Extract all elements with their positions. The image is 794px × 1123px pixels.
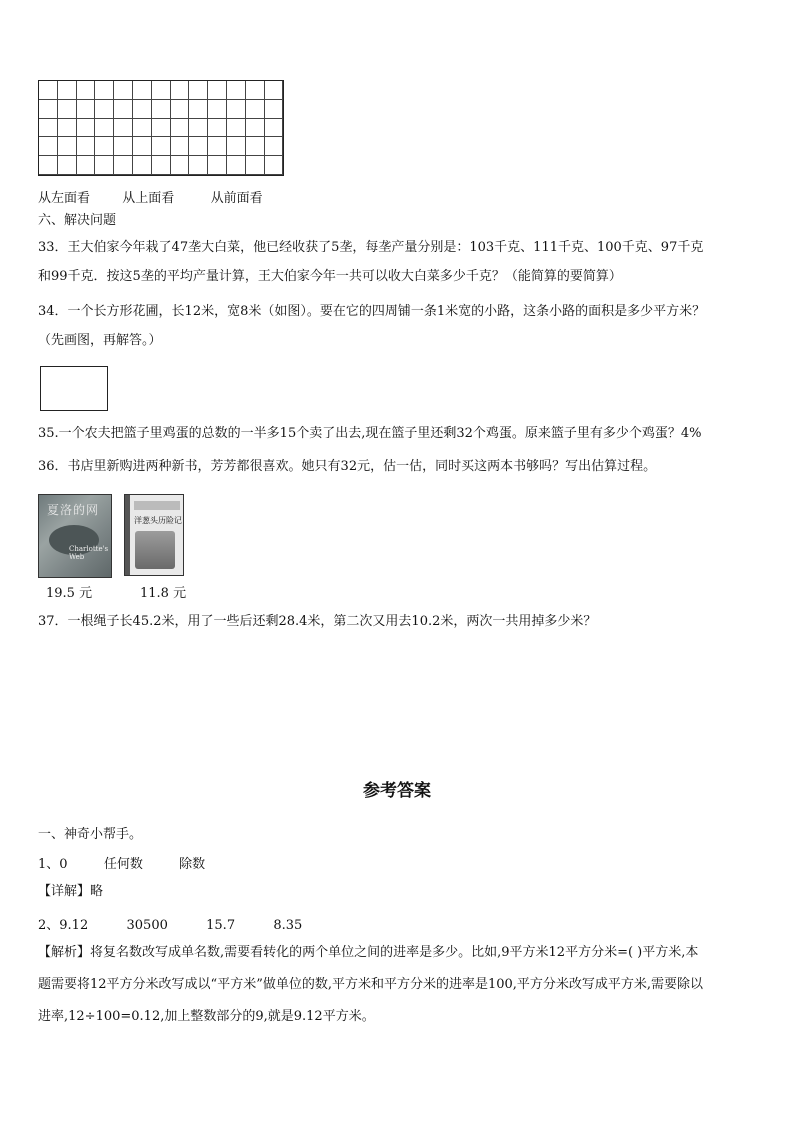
grid-cell xyxy=(77,81,96,100)
grid-cell xyxy=(246,119,265,138)
grid-cell xyxy=(189,137,208,156)
grid-cell xyxy=(208,156,227,175)
grid-cell xyxy=(77,119,96,138)
graph-paper-grid xyxy=(38,80,284,176)
grid-cell xyxy=(39,100,58,119)
answer-1-detail: 【详解】略 xyxy=(38,884,104,899)
question-34-line-2: （先画图，再解答。） xyxy=(38,333,162,348)
answer-title: 参考答案 xyxy=(363,781,431,801)
grid-cell xyxy=(58,119,77,138)
view-labels xyxy=(38,187,263,206)
grid-cell xyxy=(208,81,227,100)
garden-rectangle-figure xyxy=(40,366,108,411)
book-cover-onion xyxy=(124,494,184,576)
grid-cell xyxy=(114,119,133,138)
grid-cell xyxy=(189,119,208,138)
view-label-front: 从前面看 xyxy=(210,191,263,206)
grid-cell xyxy=(265,100,284,119)
grid-cell xyxy=(39,137,58,156)
section-heading-solve: 六、解决问题 xyxy=(38,213,117,228)
grid-cell xyxy=(114,100,133,119)
question-34-line-1: 34．一个长方形花圃，长12米，宽8米（如图）。要在它的四周铺一条1米宽的小路，这条小路的面积是多少平方米？ xyxy=(38,304,706,319)
grid-cell xyxy=(171,100,190,119)
grid-cell xyxy=(246,100,265,119)
grid-cell xyxy=(133,137,152,156)
grid-cell xyxy=(133,81,152,100)
grid-cell xyxy=(133,156,152,175)
grid-cell xyxy=(95,156,114,175)
book1-subtitle: Charlotte's Web xyxy=(69,545,109,561)
answer-2-part-3: 15.7 xyxy=(206,918,236,933)
grid-cell xyxy=(114,81,133,100)
grid-cell xyxy=(171,119,190,138)
section-heading-helper: 一、神奇小帮手。 xyxy=(38,827,143,842)
grid-cell xyxy=(227,100,246,119)
grid-cell xyxy=(208,100,227,119)
answer-2-part-2: 30500 xyxy=(126,918,168,933)
book2-illustration xyxy=(135,531,175,569)
grid-cell xyxy=(152,100,171,119)
grid-cell xyxy=(265,119,284,138)
view-label-top: 从上面看 xyxy=(122,191,175,206)
answer-1-part-1: 1、0 xyxy=(38,857,68,872)
answer-2 xyxy=(38,914,302,933)
grid-cell xyxy=(95,81,114,100)
grid-cell xyxy=(77,156,96,175)
grid-cell xyxy=(189,100,208,119)
grid-cell xyxy=(171,81,190,100)
grid-cell xyxy=(58,81,77,100)
book1-price: 19.5 元 xyxy=(46,586,93,601)
grid-cell xyxy=(227,81,246,100)
answer-2-part-4: 8.35 xyxy=(273,918,303,933)
grid-cell xyxy=(133,100,152,119)
grid-cell xyxy=(152,137,171,156)
grid-cell xyxy=(189,81,208,100)
grid-cell xyxy=(77,137,96,156)
grid-cell xyxy=(95,100,114,119)
answer-2-analysis-line-3: 进率,12÷100=0.12,加上整数部分的9,就是9.12平方米。 xyxy=(38,1009,375,1024)
grid-cell xyxy=(208,119,227,138)
grid-cell xyxy=(114,137,133,156)
grid-cell xyxy=(246,137,265,156)
answer-1 xyxy=(38,853,205,872)
grid-cell xyxy=(39,81,58,100)
grid-cell xyxy=(171,137,190,156)
grid-cell xyxy=(152,156,171,175)
question-36: 36．书店里新购进两种新书，芳芳都很喜欢。她只有32元，估一估，同时买这两本书够吗？写出估算过程。 xyxy=(38,459,657,474)
book2-price: 11.8 元 xyxy=(140,586,187,601)
grid-cell xyxy=(246,156,265,175)
grid-cell xyxy=(208,137,227,156)
grid-cell xyxy=(95,137,114,156)
answer-2-analysis-line-1: 【解析】将复名数改写成单名数,需要看转化的两个单位之间的进率是多少。比如,9平方米12平方分米=( )平方米,本 xyxy=(38,945,699,960)
grid-cell xyxy=(95,119,114,138)
grid-cell xyxy=(58,100,77,119)
grid-cell xyxy=(265,137,284,156)
grid-cell xyxy=(58,156,77,175)
question-35: 35.一个农夫把篮子里鸡蛋的总数的一半多15个卖了出去,现在篮子里还剩32个鸡蛋。原来篮子里有多少个鸡蛋？4% xyxy=(38,426,702,441)
grid-cell xyxy=(77,100,96,119)
grid-cell xyxy=(227,137,246,156)
grid-cell xyxy=(133,119,152,138)
answer-1-part-3: 除数 xyxy=(179,857,206,872)
view-label-left: 从左面看 xyxy=(38,191,91,206)
question-33-line-1: 33．王大伯家今年栽了47垄大白菜，他已经收获了5垄，每垄产量分别是：103千克、111千克、100千克、97千克 xyxy=(38,240,704,255)
answer-2-part-1: 2、9.12 xyxy=(38,918,89,933)
grid-cell xyxy=(265,156,284,175)
grid-cell xyxy=(246,81,265,100)
book-cover-charlottes-web xyxy=(38,494,112,578)
question-33-line-2: 和99千克．按这5垄的平均产量计算，王大伯家今年一共可以收大白菜多少千克？（能简算的要简算） xyxy=(38,269,622,284)
grid-cell xyxy=(58,137,77,156)
grid-cell xyxy=(39,156,58,175)
grid-cell xyxy=(227,156,246,175)
grid-cell xyxy=(227,119,246,138)
book2-title: 洋葱头历险记 xyxy=(134,516,182,525)
book2-spine xyxy=(125,495,130,575)
grid-cell xyxy=(171,156,190,175)
grid-cell xyxy=(265,81,284,100)
grid-cell xyxy=(39,119,58,138)
grid-cell xyxy=(189,156,208,175)
answer-2-analysis-line-2: 题需要将12平方分米改写成以“平方米”做单位的数,平方米和平方分米的进率是100,平方分米改写成平方米,需要除以 xyxy=(38,977,704,992)
book1-title: 夏洛的网 xyxy=(47,503,100,517)
grid-cell xyxy=(152,119,171,138)
answer-1-part-2: 任何数 xyxy=(103,857,143,872)
grid-cell xyxy=(114,156,133,175)
grid-cell xyxy=(152,81,171,100)
book2-header-bar xyxy=(134,501,180,510)
question-37: 37．一根绳子长45.2米，用了一些后还剩28.4米，第二次又用去10.2米，两次一共用掉多少米？ xyxy=(38,614,597,629)
